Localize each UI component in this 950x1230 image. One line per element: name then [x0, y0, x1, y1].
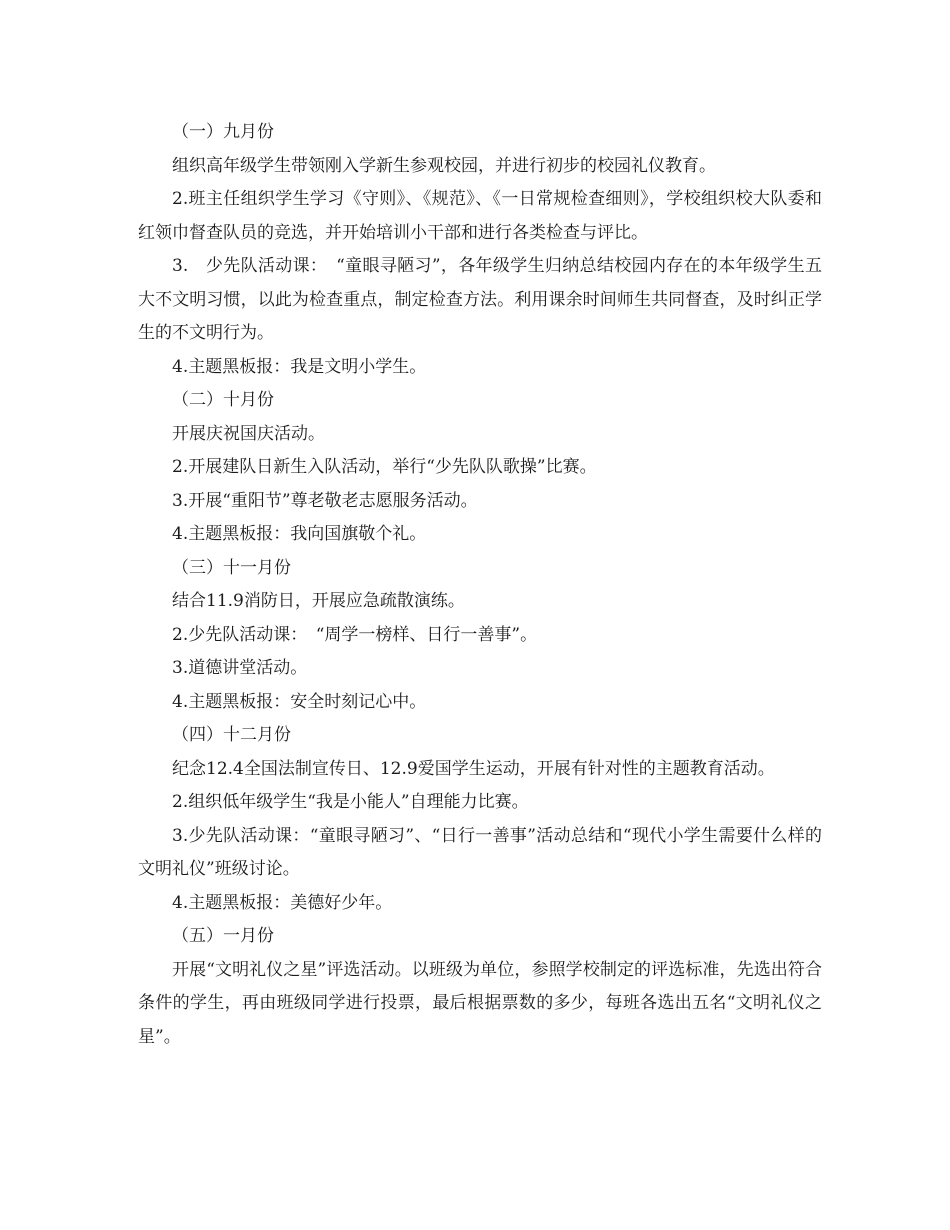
section-heading-december: （四）十二月份	[172, 725, 291, 745]
paragraph: 3.道德讲堂活动。	[172, 658, 308, 678]
paragraph: 4.主题黑板报：美德好少年。	[172, 892, 393, 913]
paragraph: 4.主题黑板报：安全时刻记心中。	[172, 691, 427, 712]
paragraph: 3.少先队活动课：“童眼寻陋习”、“日行一善事”活动总结和“现代小学生需要什么样的文明礼仪”班级讨论。	[138, 825, 822, 879]
paragraph: 2.组织低年级学生“我是小能人”自理能力比赛。	[172, 792, 529, 812]
section-heading-january: （五）一月份	[172, 926, 274, 946]
paragraph: 组织高年级学生带领刚入学新生参观校园，并进行初步的校园礼仪教育。	[172, 155, 716, 176]
paragraph: 纪念12.4全国法制宣传日、12.9爱国学生运动，开展有针对性的主题教育活动。	[172, 758, 775, 779]
paragraph: 3.开展“重阳节”尊老敬老志愿服务活动。	[172, 490, 478, 511]
document-body	[138, 116, 822, 1054]
paragraph: 3. 少先队活动课： “童眼寻陋习”，各年级学生归纳总结校园内存在的本年级学生五大不文明习惯，以此为检查重点，制定检查方法。利用课余时间师生共同督查，及时纠正学生的不文明行为。	[138, 256, 822, 343]
paragraph: 结合11.9消防日，开展应急疏散演练。	[172, 591, 465, 611]
paragraph: 开展“文明礼仪之星”评选活动。以班级为单位，参照学校制定的评选标准，先选出符合条件的学生，再由班级同学进行投票，最后根据票数的多少，每班各选出五名“文明礼仪之星”。	[138, 959, 822, 1047]
paragraph: 开展庆祝国庆活动。	[172, 423, 325, 444]
section-heading-september: （一）九月份	[172, 122, 274, 142]
paragraph: 2.开展建队日新生入队活动，举行“少先队队歌操”比赛。	[172, 457, 597, 477]
paragraph: 2.少先队活动课： “周学一榜样、日行一善事”。	[172, 624, 538, 645]
paragraph: 4.主题黑板报：我是文明小学生。	[172, 356, 427, 377]
section-heading-november: （三）十一月份	[172, 557, 291, 578]
section-heading-october: （二）十月份	[172, 390, 274, 410]
paragraph: 2.班主任组织学生学习《守则》、《规范》、《一日常规检查细则》，学校组织校大队委和红领巾督查队员的竞选，并开始培训小干部和进行各类检查与评比。	[138, 189, 822, 243]
paragraph: 4.主题黑板报：我向国旗敬个礼。	[172, 524, 427, 544]
